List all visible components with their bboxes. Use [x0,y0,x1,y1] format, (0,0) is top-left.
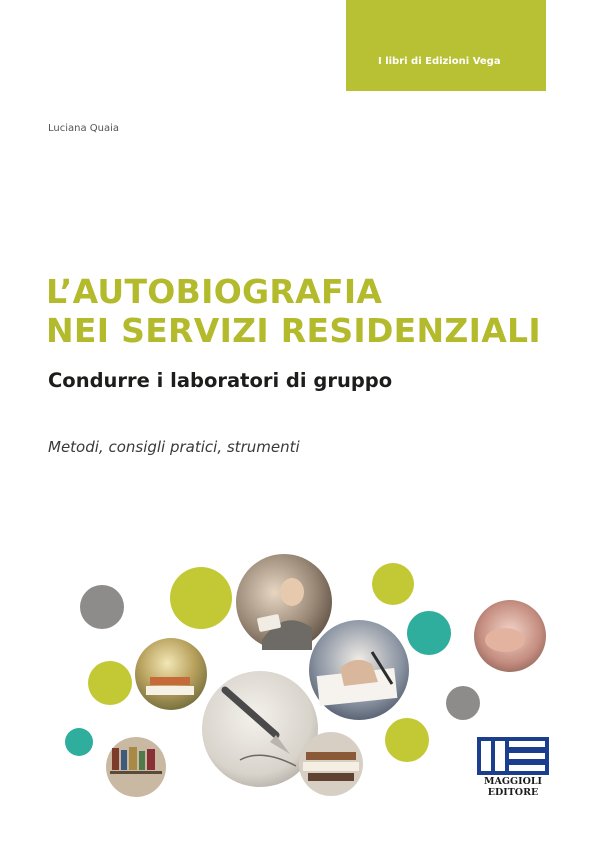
book-title-line-2: NEI SERVIZI RESIDENZIALI [46,311,541,350]
green-dot [372,563,414,605]
teal-dot [65,728,93,756]
book-title-line-1: L’AUTOBIOGRAFIA [46,272,383,311]
maggioli-editore-logo [477,737,549,797]
series-label: I libri di Edizioni Vega [378,56,501,67]
photo-bookshelf [106,737,166,797]
photo-books-outdoors [135,638,207,710]
photo-book-stack [299,732,363,796]
book-title [46,272,541,350]
author-name: Luciana Quaia [48,123,120,134]
logo-line-2: EDITORE [487,787,539,797]
photo-hand-writing [309,620,409,720]
grey-dot [80,585,124,629]
logo-line-1: MAGGIOLI [484,776,542,787]
photo-elderly-man-reading [236,554,332,650]
green-dot [88,661,132,705]
book-subtitle: Condurre i laboratori di gruppo [48,369,393,392]
photo-clasped-hands [474,600,546,672]
book-tagline: Metodi, consigli pratici, strumenti [48,438,300,456]
green-dot [170,567,232,629]
series-banner [346,0,546,91]
green-dot [385,718,429,762]
grey-dot [446,686,480,720]
teal-dot [407,611,451,655]
